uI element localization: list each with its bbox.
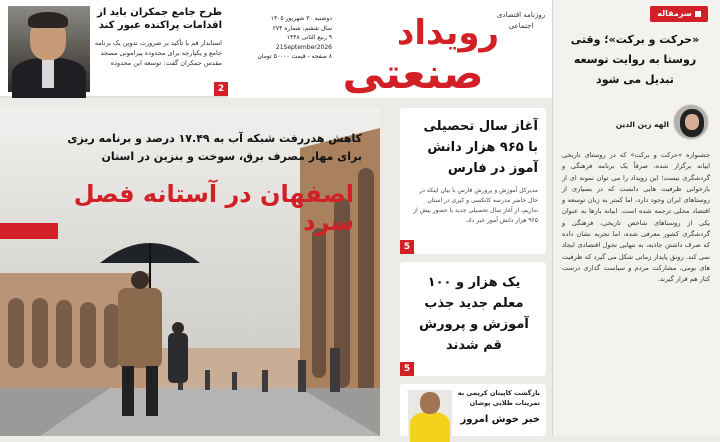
lead-page-marker: [0, 223, 58, 239]
news-card-title[interactable]: آغاز سال تحصیلی با ۹۶۵ هزار دانش آموز در فارس: [423, 119, 538, 176]
tag-square-icon: [695, 11, 701, 17]
lead-photo[interactable]: [0, 108, 380, 436]
promo-box[interactable]: [0, 0, 228, 98]
editorial-body: جشنواره «حرکت و برکت» که در روستای تاریخی ابیانه برگزار شده، صرفاً یک برنامه فرهنگی و گردشگری نیست؛ این رویداد را می توان نمونه ای از بازخوانی ظرفیت هایی دانست که در بسیاری از روستاهای ایران وجود دارد، اما کمتر به زبان توسعه و اقتصاد محلی ترجمه شده است. ابیانه بارها به عنوان یکی از روستاهای شاخص تاریخی، فرهنگی و گردشگری کشور معرفی شده، اما تجربه نشان داده که صرف داشتن جاذبه، به تنهایی تحول اقتصادی ایجاد نمی کند. رونق پایدار زمانی شکل می گیرد که ظرفیت های بومی، مشارکت مردم و سیاست گذاری درست کنار هم قرار گیرند.: [562, 151, 710, 284]
lead-subheadline: کاهش هدررفت شبکه آب به ۱۷.۴۹ درصد و برنامه ریزی برای مهار مصرف برق، سوخت و بنزین در استان: [67, 132, 362, 163]
editorial-title[interactable]: «حرکت و برکت»؛ وقتی روستا به روایت توسعه تبدیل می شود: [570, 33, 700, 86]
news-card-subtitle: بازگشت کاپیتان کریمی به تمرینات طلایی پوشان: [457, 389, 540, 407]
promo-page-number: 2: [214, 82, 228, 96]
news-card-education-fars[interactable]: [400, 108, 546, 254]
promo-portrait: [8, 6, 90, 92]
news-card-page-number: 5: [400, 362, 414, 376]
editorial-tag-label: سرمقاله: [657, 9, 692, 18]
author-name: الهه زین الدین: [615, 120, 669, 129]
logo-tagline: روزنامه اقتصادی اجتماعی: [496, 11, 546, 30]
issue-number: سال ششم، شماره ۲۷۴: [272, 24, 332, 32]
issue-gregorian-date: 21September2026: [275, 43, 332, 51]
masthead: [228, 0, 552, 98]
issue-hijri-date: ۹ ربیع الثانی ۱۴۴۸: [286, 34, 332, 41]
logo-line2: صنعتی: [342, 49, 484, 98]
news-card-title[interactable]: یک هزار و ۱۰۰ معلم جدید جذب آموزش و پرورش قم شدند: [419, 275, 529, 353]
author-avatar: [673, 104, 709, 140]
issue-info: [250, 14, 332, 62]
lead-headline[interactable]: اصفهان در آستانه فصل سرد: [73, 180, 354, 236]
newspaper-logo[interactable]: [338, 4, 500, 98]
news-card-page-number: 5: [400, 240, 414, 254]
issue-date: دوشنبه ۳۰ شهریور ۱۴۰۵: [270, 15, 332, 22]
news-card-sports[interactable]: [400, 384, 546, 436]
promo-title[interactable]: طرح جامع جمکران باید از اقدامات پراکنده عبور کند: [97, 7, 222, 31]
news-card-title[interactable]: خبر خوش امروز: [460, 414, 540, 425]
issue-price: ۸ صفحه - قیمت ۵۰۰۰۰ تومان: [257, 53, 332, 60]
editorial-tag: [650, 6, 708, 22]
news-card-body: مدیرکل آموزش و پرورش فارس با بیان اینکه در حال حاضر مدرسه کانکسی و کپری در استان نداریم، از آغاز سال تحصیلی جدید با حضور بیش از ۹۶۵ هزار دانش آموز خبر داد.: [413, 187, 538, 224]
opinion-column: [552, 0, 720, 436]
player-photo: [408, 390, 452, 436]
news-card-teachers-qom[interactable]: [400, 262, 546, 376]
promo-body: استاندار قم با تأکید بر ضرورت تدوین یک برنامه جامع و یکپارچه برای محدوده پیرامونی مسجد مقدس جمکران گفت: توسعه این محدوده: [94, 39, 222, 67]
logo-line1: رویداد: [396, 13, 500, 53]
